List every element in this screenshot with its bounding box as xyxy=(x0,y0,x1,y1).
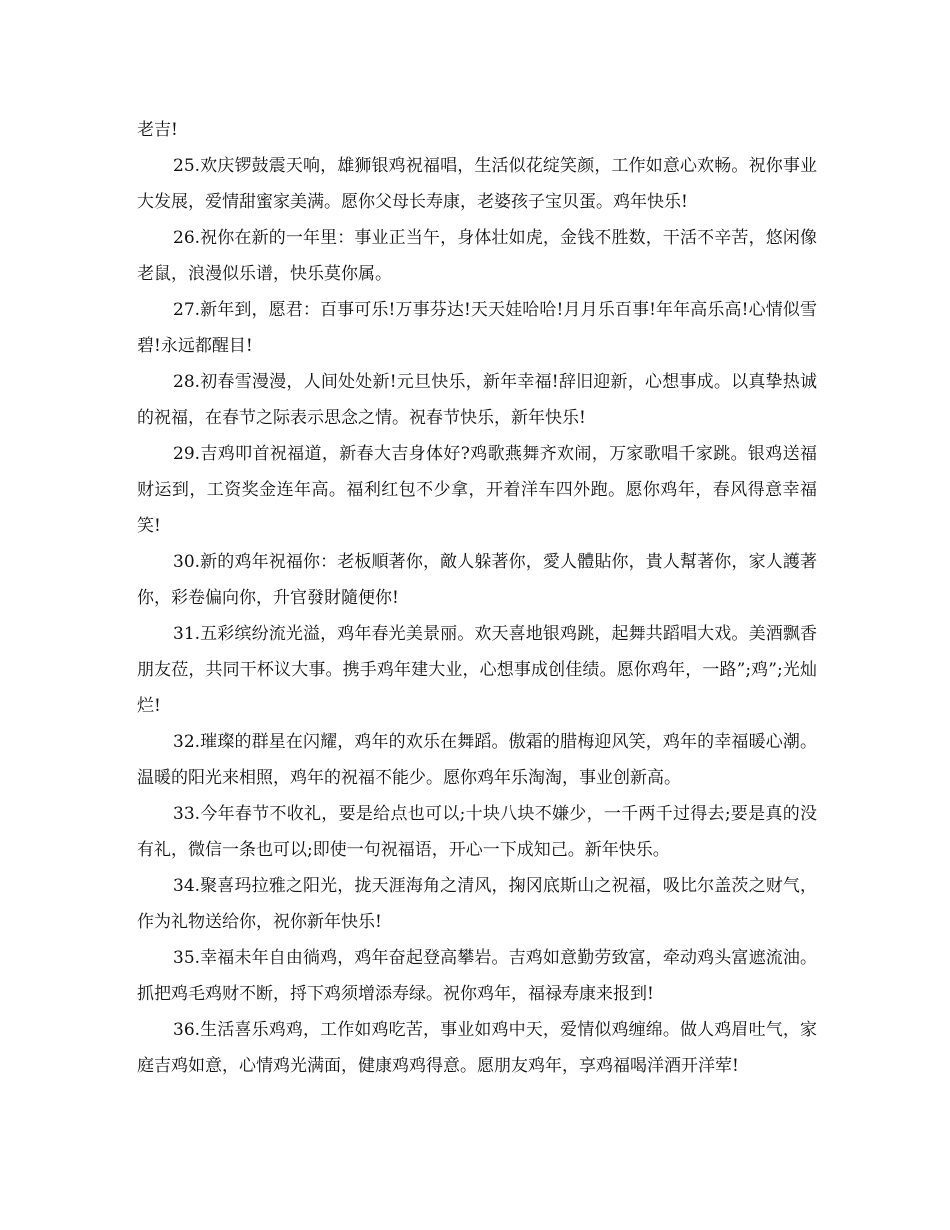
paragraph-27: 27.新年到，愿君：百事可乐!万事芬达!天天娃哈哈!月月乐百事!年年高乐高!心情似雪碧!永远都醒目! xyxy=(137,300,817,356)
paragraph-30: 30.新的鸡年祝福你：老板順著你，敵人躲著你，愛人體貼你，貴人幫著你，家人護著你，彩卷偏向你，升官發財隨便你! xyxy=(137,552,817,608)
paragraph-25: 25.欢庆锣鼓震天响，雄狮银鸡祝福唱，生活似花绽笑颜，工作如意心欢畅。祝你事业大发展，爱情甜蜜家美满。愿你父母长寿康，老婆孩子宝贝蛋。鸡年快乐! xyxy=(137,156,817,212)
paragraph-33: 33.今年春节不收礼，要是给点也可以;十块八块不嫌少，一千两千过得去;要是真的没有礼，微信一条也可以;即使一句祝福语，开心一下成知己。新年快乐。 xyxy=(137,804,817,860)
paragraph-32: 32.璀璨的群星在闪耀，鸡年的欢乐在舞蹈。傲霜的腊梅迎风笑，鸡年的幸福暖心潮。温暖的阳光来相照，鸡年的祝福不能少。愿你鸡年乐淘淘，事业创新高。 xyxy=(137,732,817,788)
paragraph-29: 29.吉鸡叩首祝福道，新春大吉身体好?鸡歌燕舞齐欢闹，万家歌唱千家跳。银鸡送福财运到，工资奖金连年高。福利红包不少拿，开着洋车四外跑。愿你鸡年，春风得意幸福笑! xyxy=(137,444,817,536)
leading-fragment: 老吉! xyxy=(137,120,178,140)
paragraph-26: 26.祝你在新的一年里：事业正当午，身体壮如虎，金钱不胜数，干活不辛苦，悠闲像老鼠，浪漫似乐谱，快乐莫你属。 xyxy=(137,228,817,284)
paragraph-36: 36.生活喜乐鸡鸡，工作如鸡吃苦，事业如鸡中天，爱情似鸡缠绵。做人鸡眉吐气，家庭吉鸡如意，心情鸡光满面，健康鸡鸡得意。愿朋友鸡年，享鸡福喝洋酒开洋荤! xyxy=(137,1020,817,1076)
paragraph-28: 28.初春雪漫漫，人间处处新!元旦快乐，新年幸福!辞旧迎新，心想事成。以真挚热诚的祝福，在春节之际表示思念之情。祝春节快乐，新年快乐! xyxy=(137,372,817,428)
paragraph-34: 34.聚喜玛拉雅之阳光，拢天涯海角之清风，掬冈底斯山之祝福，吸比尔盖茨之财气，作为礼物送给你，祝你新年快乐! xyxy=(137,876,817,932)
document-body xyxy=(137,112,817,1084)
paragraph-31: 31.五彩缤纷流光溢，鸡年春光美景丽。欢天喜地银鸡跳，起舞共蹈唱大戏。美酒飘香朋友莅，共同干杯议大事。携手鸡年建大业，心想事成创佳绩。愿你鸡年，一路”;鸡”;光灿烂! xyxy=(137,624,817,716)
paragraph-35: 35.幸福未年自由徜鸡，鸡年奋起登高攀岩。吉鸡如意勤劳致富，牵动鸡头富遮流油。抓把鸡毛鸡财不断，捋下鸡须增添寿绿。祝你鸡年，福禄寿康来报到! xyxy=(137,948,817,1004)
